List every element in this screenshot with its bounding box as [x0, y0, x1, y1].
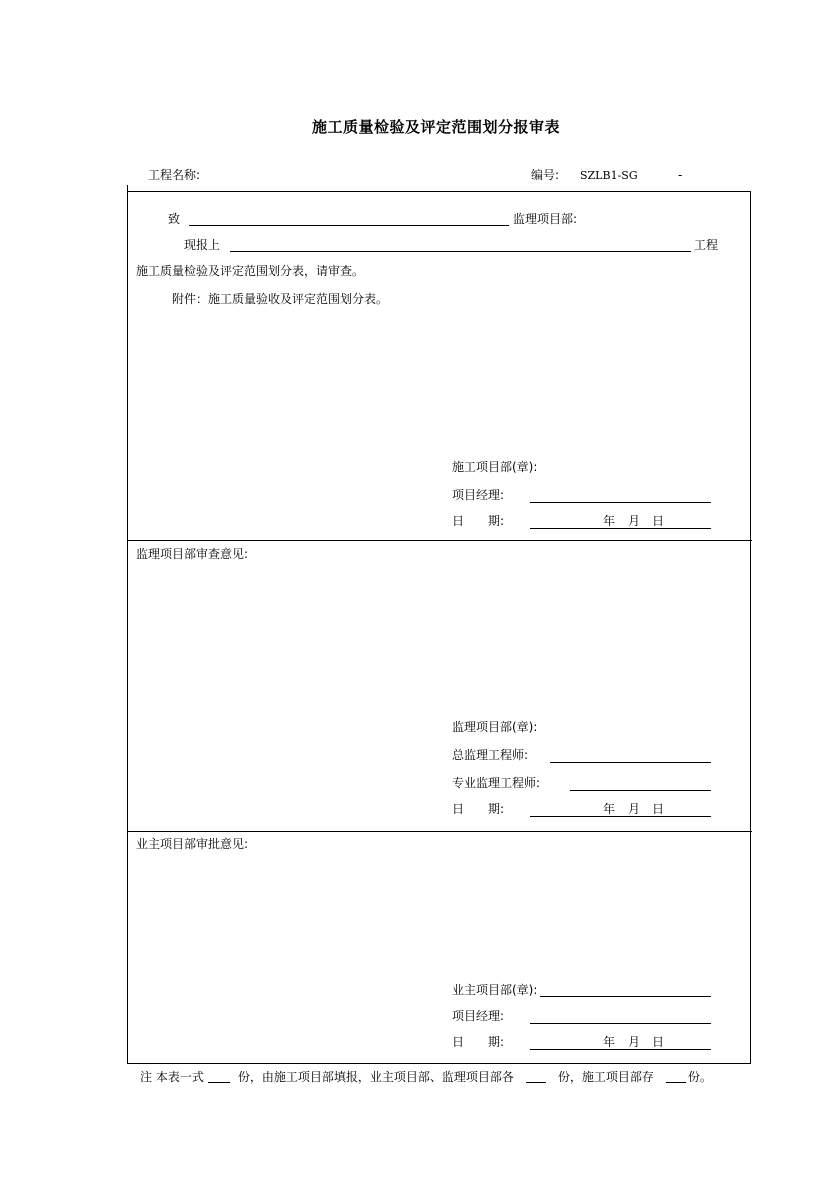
- submission-text: 施工质量检验及评定范围划分表，请审查。: [136, 264, 365, 278]
- owner-seal-label: 业主项目部(章):: [452, 983, 538, 997]
- construction-date-day: 日: [652, 514, 665, 528]
- supervision-date-year: 年: [603, 802, 616, 816]
- construction-date-month: 月: [628, 514, 641, 528]
- footnote-part3: 份。: [687, 1070, 712, 1084]
- construction-seal-label: 施工项目部(章):: [452, 460, 538, 474]
- section-divider-2: [127, 831, 752, 832]
- frame-tick: [127, 185, 128, 197]
- code-value: SZLB1-SG: [580, 169, 638, 182]
- attachment-text: 附件：施工质量验收及评定范围划分表。: [172, 292, 389, 306]
- copies-keep-field[interactable]: [666, 1071, 686, 1083]
- construction-date-year: 年: [603, 514, 616, 528]
- supervision-date-day: 日: [652, 802, 665, 816]
- supervision-date-label: 日 期:: [452, 802, 505, 816]
- copies-total-field[interactable]: [208, 1071, 230, 1083]
- project-suffix: 工程: [694, 238, 719, 252]
- supervision-dept-label: 监理项目部:: [513, 212, 578, 226]
- construction-manager-field[interactable]: [530, 502, 711, 503]
- construction-manager-label: 项目经理:: [452, 488, 505, 502]
- owner-manager-field[interactable]: [530, 1023, 711, 1024]
- code-dash: -: [678, 168, 683, 182]
- supervision-date-month: 月: [628, 802, 641, 816]
- copies-each-field[interactable]: [526, 1071, 546, 1083]
- owner-seal-field[interactable]: [540, 996, 711, 997]
- form-title: 施工质量检验及评定范围划分报审表: [312, 118, 561, 136]
- supervision-seal-label: 监理项目部(章):: [452, 720, 538, 734]
- supervision-opinion-label: 监理项目部审查意见:: [136, 547, 249, 561]
- project-name-label: 工程名称:: [148, 168, 201, 182]
- footnote-prefix: 注 本表一式: [140, 1070, 204, 1084]
- section-divider-1: [127, 540, 752, 541]
- owner-opinion-label: 业主项目部审批意见:: [136, 837, 249, 851]
- construction-date-field[interactable]: [530, 528, 711, 529]
- footnote: [140, 1071, 712, 1083]
- form-frame: [127, 191, 751, 1064]
- code-label: 编号:: [531, 168, 560, 182]
- project-field[interactable]: [230, 251, 691, 252]
- owner-date-day: 日: [652, 1035, 665, 1049]
- recipient-field[interactable]: [189, 225, 509, 226]
- specialist-engineer-label: 专业监理工程师:: [452, 776, 541, 790]
- owner-date-year: 年: [603, 1035, 616, 1049]
- to-label: 致: [168, 212, 181, 226]
- owner-date-month: 月: [628, 1035, 641, 1049]
- owner-date-label: 日 期:: [452, 1035, 505, 1049]
- footnote-part2: 份，施工项目部存: [557, 1070, 654, 1084]
- supervision-date-field[interactable]: [530, 816, 711, 817]
- construction-date-label: 日 期:: [452, 514, 505, 528]
- chief-engineer-field[interactable]: [550, 762, 711, 763]
- specialist-engineer-field[interactable]: [570, 790, 711, 791]
- owner-date-field[interactable]: [530, 1049, 711, 1050]
- report-label: 现报上: [184, 238, 221, 252]
- footnote-part1: 份，由施工项目部填报，业主项目部、监理项目部各: [237, 1070, 514, 1084]
- owner-manager-label: 项目经理:: [452, 1009, 505, 1023]
- chief-engineer-label: 总监理工程师:: [452, 748, 529, 762]
